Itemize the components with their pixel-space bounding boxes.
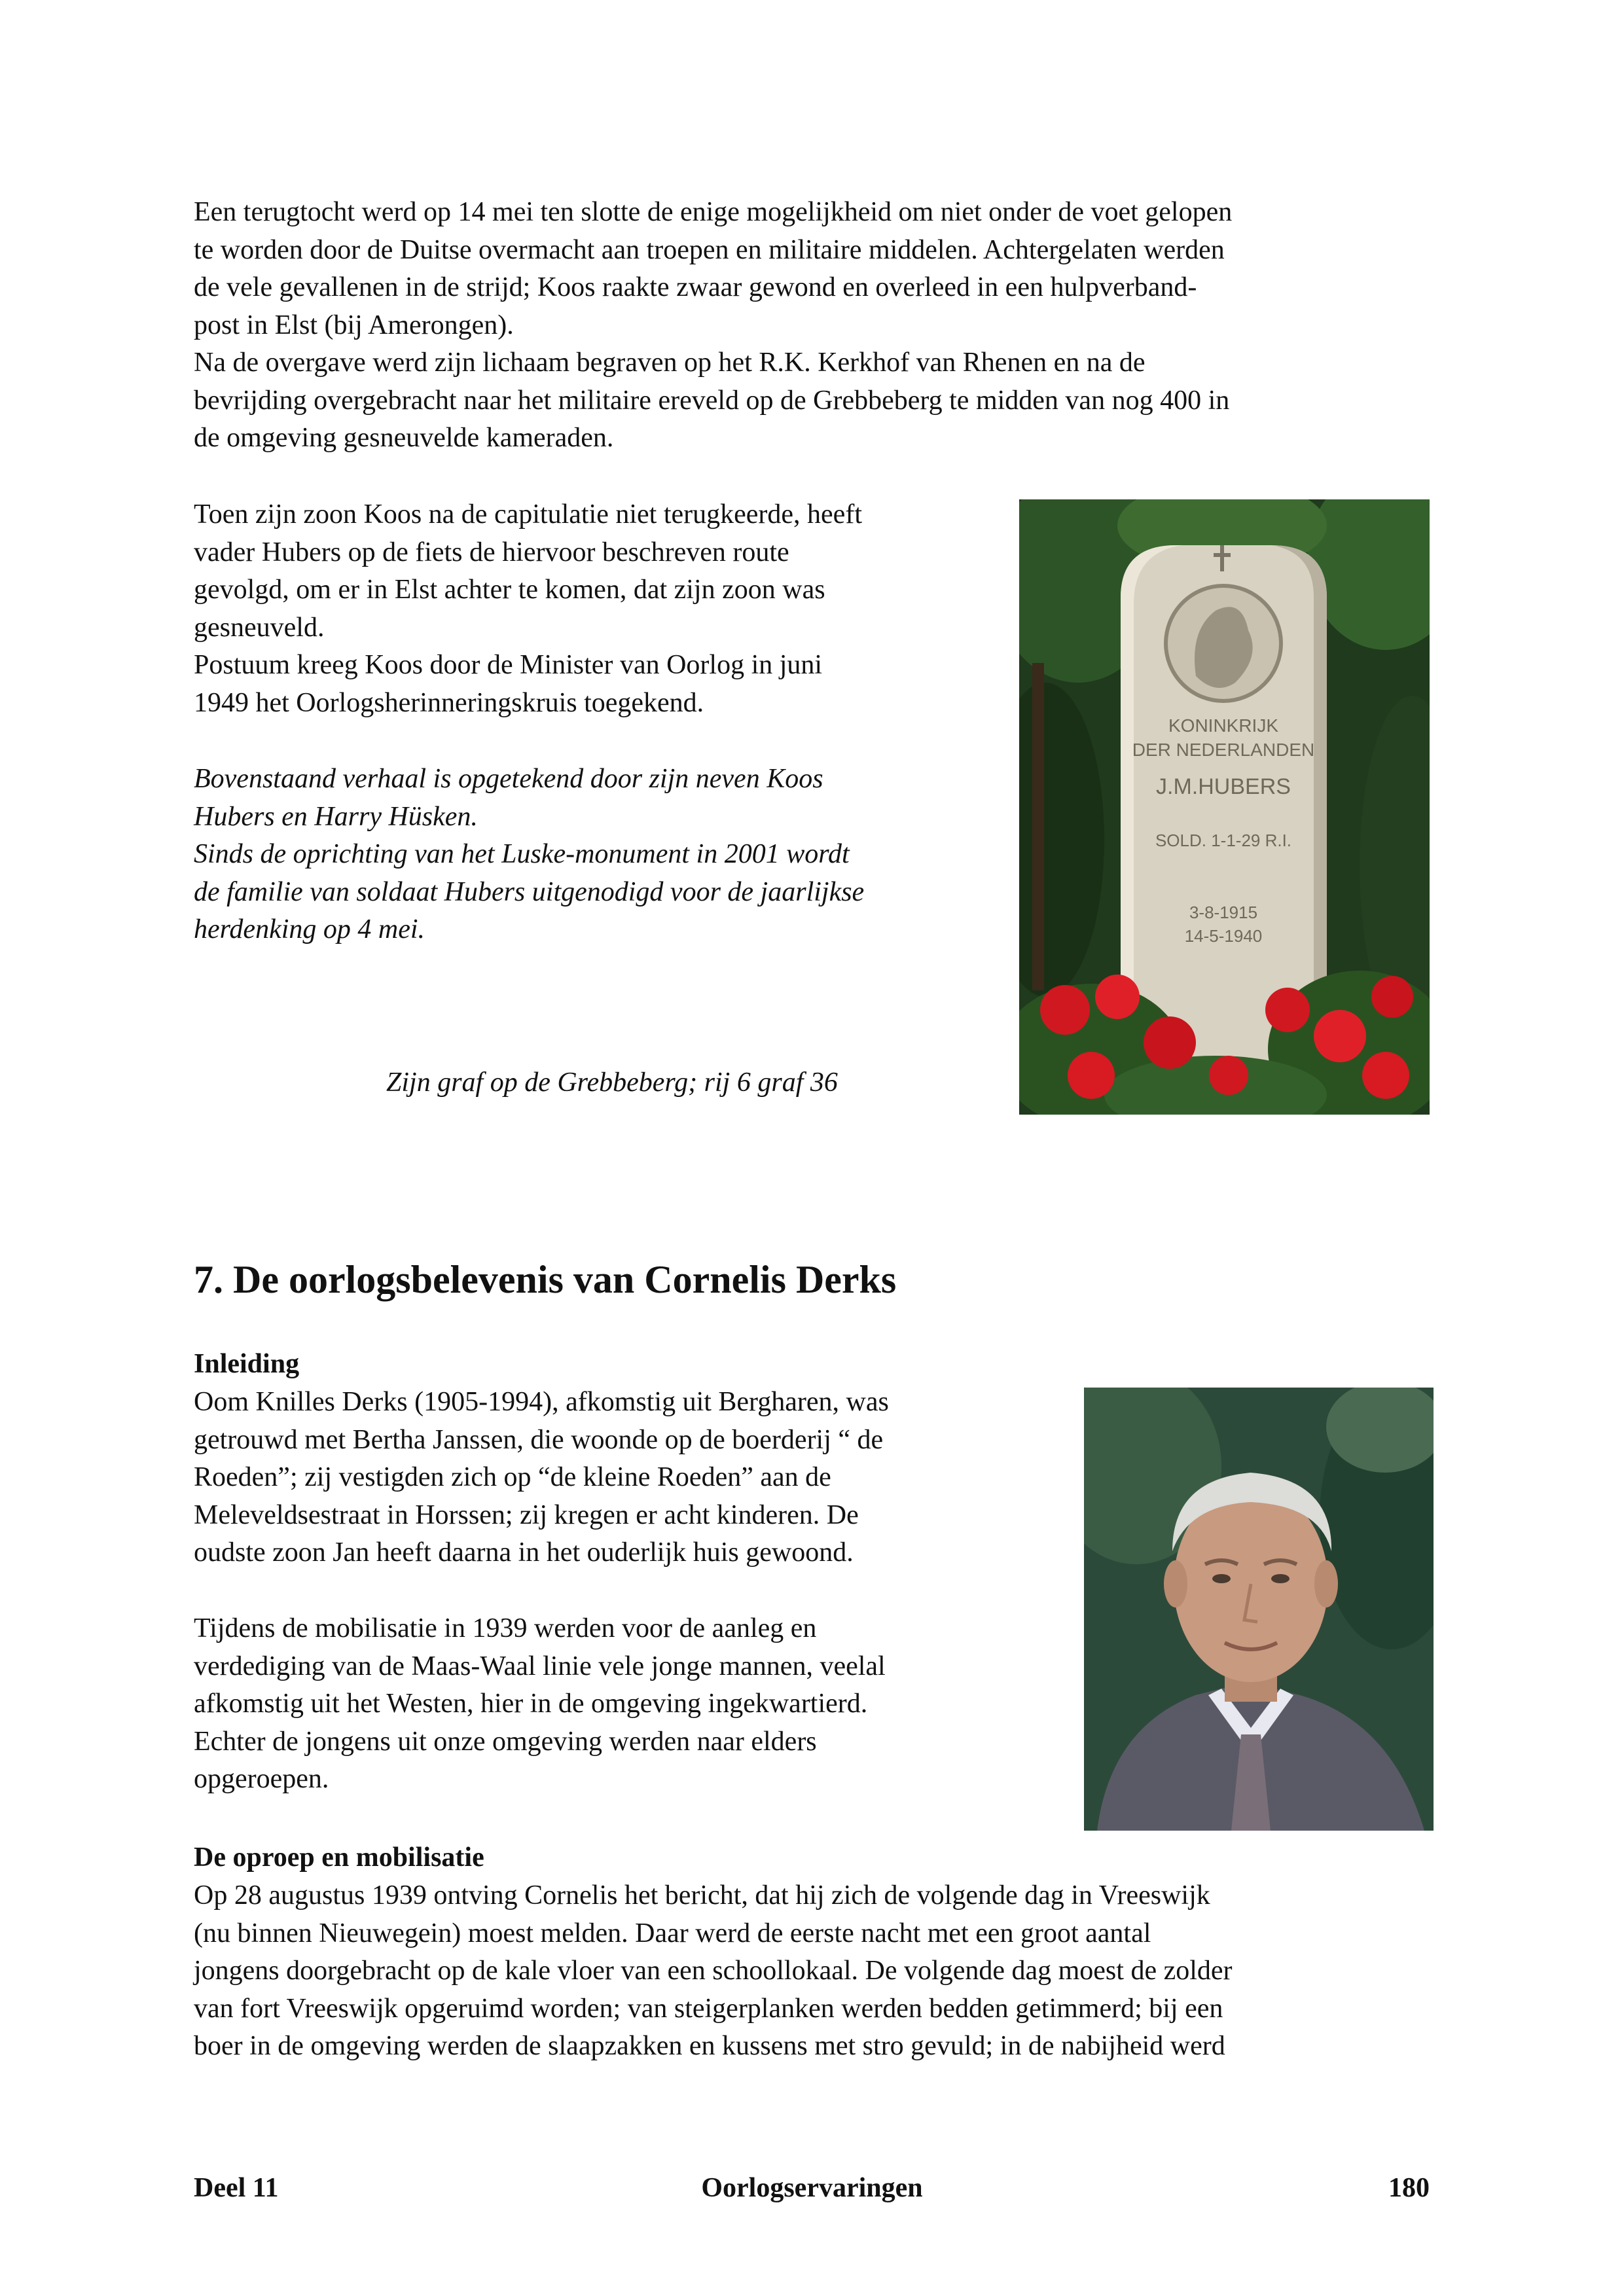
cross-icon [1214,553,1231,557]
red-flower [1362,1052,1409,1099]
ear [1314,1560,1338,1607]
eye [1212,1574,1231,1583]
text-line: oudste zoon Jan heeft daarna in het ouderlijk huis gewoond. [194,1537,854,1568]
oproep-heading: De oproep en mobilisatie [194,1842,484,1873]
text-line: de omgeving gesneuvelde kameraden. [194,423,614,453]
text-line: Hubers en Harry Hüsken. [194,801,478,832]
inscription-line: 14-5-1940 [1184,926,1263,946]
text-line: Sinds de oprichting van het Luske-monument in 2001 wordt [194,839,850,869]
text-line: bevrijding overgebracht naar het militaire ereveld op de Grebbeberg te midden van nog 400 in [194,385,1230,416]
text-line: gesneuveld. [194,612,325,643]
text-line: jongens doorgebracht op de kale vloer van een schoollokaal. De volgende dag moest de zolder [194,1956,1233,1986]
text-line: 1949 het Oorlogsherinneringskruis toegekend. [194,687,704,718]
intro-paragraph [194,194,1232,457]
text-line: Op 28 augustus 1939 ontving Cornelis het bericht, dat hij zich de volgende dag in Vreeswijk [194,1880,1210,1910]
ear [1164,1560,1187,1607]
text-line: de familie van soldaat Hubers uitgenodigd voor de jaarlijkse [194,876,865,907]
text-line: Na de overgave werd zijn lichaam begraven op het R.K. Kerkhof van Rhenen en na de [194,348,1146,378]
text-line: de vele gevallenen in de strijd; Koos raakte zwaar gewond en overleed in een hulpverband- [194,272,1197,302]
text-line: Postuum kreeg Koos door de Minister van Oorlog in juni [194,650,823,680]
inscription-line: J.M.HUBERS [1156,774,1291,799]
red-flower [1040,985,1090,1035]
text-line: Tijdens de mobilisatie in 1939 werden voor de aanleg en [194,1613,817,1643]
section-heading: 7. De oorlogsbelevenis van Cornelis Derks [194,1258,897,1301]
portrait-image [1084,1388,1434,1831]
inscription-line: 3-8-1915 [1189,903,1258,922]
italic-note [194,761,864,949]
portrait-photo [1084,1388,1434,1831]
footer-title: Oorlogservaringen [701,2173,923,2203]
text-line: Bovenstaand verhaal is opgetekend door zijn neven Koos [194,764,823,794]
text-line: vader Hubers op de fiets de hiervoor beschreven route [194,537,789,567]
text-line: te worden door de Duitse overmacht aan troepen en militaire middelen. Achtergelaten werden [194,234,1225,265]
text-line: post in Elst (bij Amerongen). [194,310,514,340]
grave-caption: Zijn graf op de Grebbeberg; rij 6 graf 36 [386,1067,838,1098]
inscription-line: SOLD. 1-1-29 R.I. [1155,831,1292,850]
cross-icon [1220,545,1224,571]
mobilisatie-paragraph [194,1610,886,1799]
red-flower [1371,976,1413,1018]
text-line: boer in de omgeving werden de slaapzakken en kussens met stro gevuld; in de nabijheid werd [194,2031,1225,2061]
text-line: Roeden”; zij vestigden zich op “de kleine Roeden” aan de [194,1462,831,1492]
gravestone-photo [1019,499,1430,1115]
red-flower [1265,988,1310,1032]
text-line: herdenking op 4 mei. [194,914,425,944]
inscription-line: DER NEDERLANDEN [1132,740,1315,760]
page-number: 180 [1388,2173,1430,2203]
inleiding-paragraph [194,1384,889,1572]
text-line: gevolgd, om er in Elst achter te komen, dat zijn zoon was [194,575,825,605]
red-flower [1209,1056,1248,1095]
gravestone-image [1019,499,1430,1115]
eye [1271,1574,1290,1583]
footer-part: Deel 11 [194,2173,279,2203]
father-paragraph [194,496,862,722]
text-line: Echter de jongens uit onze omgeving werden naar elders [194,1726,817,1757]
text-line: van fort Vreeswijk opgeruimd worden; van steigerplanken werden bedden getimmerd; bij een [194,1993,1223,2024]
text-line: Toen zijn zoon Koos na de capitulatie niet terugkeerde, heeft [194,499,862,529]
tree-trunk [1032,663,1044,990]
red-flower [1314,1010,1366,1062]
text-line: Meleveldsestraat in Horssen; zij kregen er acht kinderen. De [194,1499,859,1530]
text-line: opgeroepen. [194,1764,329,1794]
red-flower [1144,1016,1196,1069]
text-line: (nu binnen Nieuwegein) moest melden. Daar werd de eerste nacht met een groot aantal [194,1918,1151,1948]
inleiding-heading: Inleiding [194,1349,300,1379]
text-line: Oom Knilles Derks (1905-1994), afkomstig uit Bergharen, was [194,1387,889,1417]
text-line: Een terugtocht werd op 14 mei ten slotte de enige mogelijkheid om niet onder de voet gelopen [194,197,1233,227]
text-line: getrouwd met Bertha Janssen, die woonde op de boerderij “ de [194,1424,884,1455]
oproep-paragraph [194,1877,1233,2066]
text-line: verdediging van de Maas-Waal linie vele jonge mannen, veelal [194,1651,886,1681]
red-flower [1095,975,1140,1019]
red-flower [1068,1052,1115,1099]
inscription-line: KONINKRIJK [1168,715,1279,736]
text-line: afkomstig uit het Westen, hier in de omgeving ingekwartierd. [194,1689,868,1719]
